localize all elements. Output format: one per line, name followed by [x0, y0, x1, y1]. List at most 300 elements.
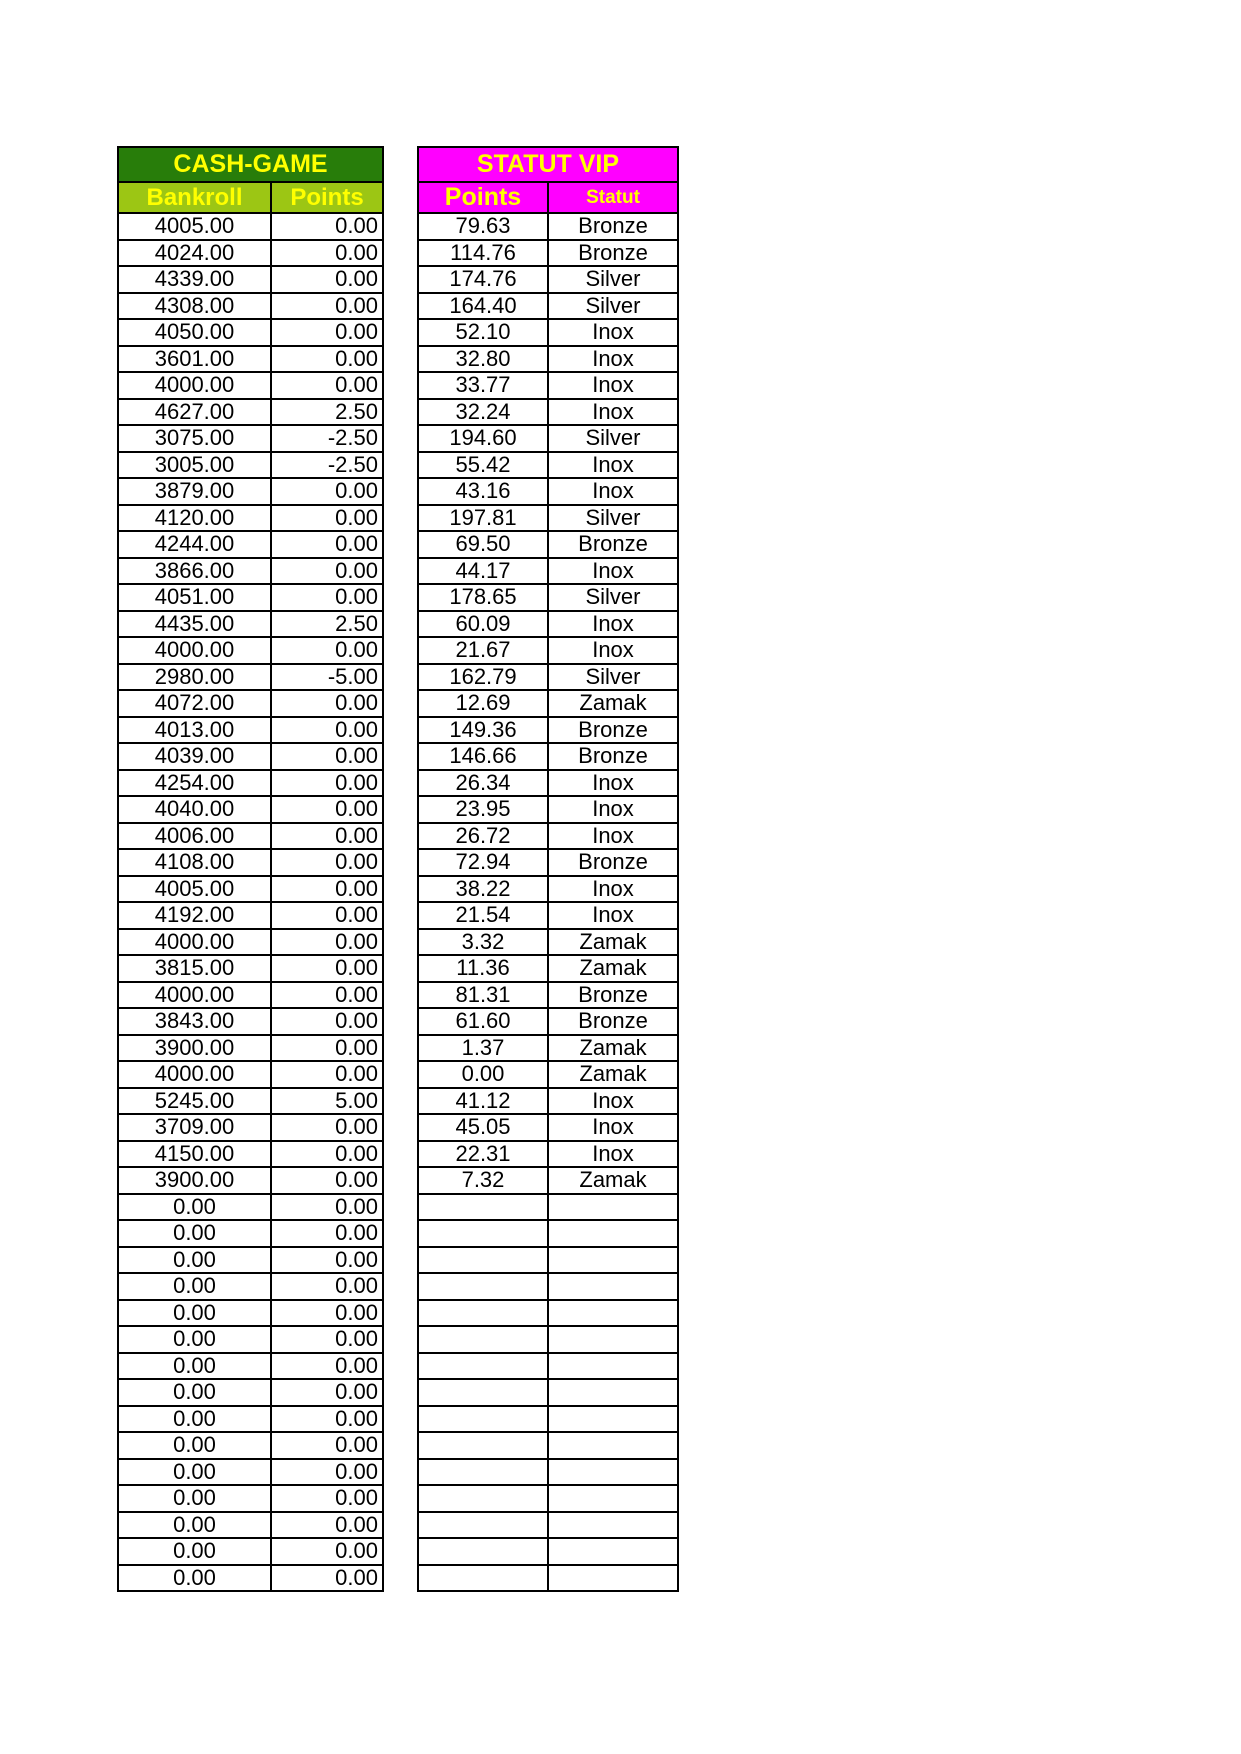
bankroll-cell: 3075.00 [118, 425, 271, 452]
bankroll-cell: 2980.00 [118, 664, 271, 691]
bankroll-cell: 4435.00 [118, 611, 271, 638]
table-row [418, 1565, 678, 1592]
bankroll-cell: 0.00 [118, 1247, 271, 1274]
points-cell: 0.00 [271, 1538, 383, 1565]
points-cell: 0.00 [271, 717, 383, 744]
vip-points-cell [418, 1512, 548, 1539]
vip-points-cell [418, 1273, 548, 1300]
table-row [118, 690, 383, 717]
points-cell: 0.00 [271, 690, 383, 717]
vip-points-cell: 41.12 [418, 1088, 548, 1115]
vip-points-cell [418, 1326, 548, 1353]
bankroll-cell: 3866.00 [118, 558, 271, 585]
table-row [118, 717, 383, 744]
bankroll-cell: 4039.00 [118, 743, 271, 770]
vip-statut-cell [548, 1247, 678, 1274]
points-cell: -2.50 [271, 452, 383, 479]
points-cell: 0.00 [271, 876, 383, 903]
table-row [418, 372, 678, 399]
bankroll-cell: 4244.00 [118, 531, 271, 558]
table-row [118, 1326, 383, 1353]
table-row [418, 558, 678, 585]
table-row [118, 1167, 383, 1194]
points-cell: 0.00 [271, 929, 383, 956]
bankroll-cell: 3815.00 [118, 955, 271, 982]
vip-points-cell: 23.95 [418, 796, 548, 823]
table-row [118, 1538, 383, 1565]
table-row [418, 1247, 678, 1274]
points-cell: 0.00 [271, 1008, 383, 1035]
bankroll-cell: 0.00 [118, 1326, 271, 1353]
vip-points-cell: 114.76 [418, 240, 548, 267]
table-row [418, 1061, 678, 1088]
table-row [418, 293, 678, 320]
bankroll-cell: 4005.00 [118, 213, 271, 240]
vip-statut-cell [548, 1459, 678, 1486]
points-cell: 0.00 [271, 770, 383, 797]
table-row [418, 1300, 678, 1327]
points-cell: 0.00 [271, 319, 383, 346]
points-cell: 0.00 [271, 849, 383, 876]
points-cell: 0.00 [271, 240, 383, 267]
points-cell: 0.00 [271, 1459, 383, 1486]
table-row [118, 611, 383, 638]
table-row [118, 1512, 383, 1539]
table-row [418, 1035, 678, 1062]
vip-points-cell: 146.66 [418, 743, 548, 770]
table-row [418, 1167, 678, 1194]
table-row [418, 664, 678, 691]
bankroll-cell: 4000.00 [118, 372, 271, 399]
table-row [418, 505, 678, 532]
table-row [118, 1220, 383, 1247]
table-row [118, 372, 383, 399]
bankroll-cell: 3879.00 [118, 478, 271, 505]
vip-points-cell: 55.42 [418, 452, 548, 479]
vip-statut-cell: Inox [548, 346, 678, 373]
statut-vip-header-points: Points [418, 182, 548, 213]
table-row [118, 452, 383, 479]
points-cell: 5.00 [271, 1088, 383, 1115]
points-cell: 0.00 [271, 1220, 383, 1247]
table-row [118, 240, 383, 267]
vip-points-cell [418, 1485, 548, 1512]
bankroll-cell: 0.00 [118, 1512, 271, 1539]
table-row [118, 531, 383, 558]
points-cell: 0.00 [271, 1141, 383, 1168]
cash-game-title-row [118, 147, 383, 182]
table-row [418, 717, 678, 744]
bankroll-cell: 4072.00 [118, 690, 271, 717]
table-row [118, 929, 383, 956]
table-row [118, 584, 383, 611]
bankroll-cell: 4108.00 [118, 849, 271, 876]
points-cell: -2.50 [271, 425, 383, 452]
bankroll-cell: 0.00 [118, 1300, 271, 1327]
vip-statut-cell: Silver [548, 505, 678, 532]
vip-points-cell [418, 1406, 548, 1433]
bankroll-cell: 4254.00 [118, 770, 271, 797]
vip-points-cell: 0.00 [418, 1061, 548, 1088]
vip-statut-cell: Inox [548, 902, 678, 929]
vip-points-cell: 26.72 [418, 823, 548, 850]
points-cell: 0.00 [271, 1565, 383, 1592]
points-cell: 0.00 [271, 982, 383, 1009]
points-cell: 2.50 [271, 399, 383, 426]
vip-points-cell: 45.05 [418, 1114, 548, 1141]
vip-statut-cell: Inox [548, 796, 678, 823]
table-row [118, 558, 383, 585]
points-cell: 0.00 [271, 1273, 383, 1300]
vip-statut-cell: Inox [548, 1114, 678, 1141]
statut-vip-header-row [418, 182, 678, 213]
table-row [418, 346, 678, 373]
points-cell: 0.00 [271, 505, 383, 532]
table-row [118, 796, 383, 823]
bankroll-cell: 4120.00 [118, 505, 271, 532]
vip-statut-cell: Zamak [548, 1167, 678, 1194]
table-row [418, 690, 678, 717]
bankroll-cell: 0.00 [118, 1485, 271, 1512]
table-row [118, 399, 383, 426]
cash-game-header-row [118, 182, 383, 213]
vip-points-cell [418, 1565, 548, 1592]
table-row [418, 1273, 678, 1300]
vip-statut-cell [548, 1406, 678, 1433]
table-row [118, 770, 383, 797]
vip-statut-cell: Zamak [548, 1061, 678, 1088]
vip-statut-cell: Bronze [548, 1008, 678, 1035]
table-row [418, 1008, 678, 1035]
points-cell: 0.00 [271, 1035, 383, 1062]
table-row [118, 849, 383, 876]
vip-statut-cell: Inox [548, 372, 678, 399]
vip-points-cell [418, 1194, 548, 1221]
bankroll-cell: 0.00 [118, 1459, 271, 1486]
cash-game-title: CASH-GAME [118, 147, 383, 182]
statut-vip-header-statut: Statut [548, 182, 678, 213]
vip-points-cell: 3.32 [418, 929, 548, 956]
vip-points-cell: 12.69 [418, 690, 548, 717]
bankroll-cell: 4150.00 [118, 1141, 271, 1168]
points-cell: 0.00 [271, 1406, 383, 1433]
table-row [418, 213, 678, 240]
bankroll-cell: 0.00 [118, 1432, 271, 1459]
vip-statut-cell: Bronze [548, 240, 678, 267]
table-row [118, 425, 383, 452]
vip-statut-cell [548, 1220, 678, 1247]
vip-points-cell: 26.34 [418, 770, 548, 797]
vip-statut-cell: Bronze [548, 531, 678, 558]
table-row [118, 1300, 383, 1327]
vip-statut-cell [548, 1485, 678, 1512]
table-row [418, 743, 678, 770]
vip-points-cell: 7.32 [418, 1167, 548, 1194]
bankroll-cell: 4051.00 [118, 584, 271, 611]
points-cell: 0.00 [271, 796, 383, 823]
points-cell: 0.00 [271, 1379, 383, 1406]
vip-points-cell: 60.09 [418, 611, 548, 638]
points-cell: 0.00 [271, 1353, 383, 1380]
bankroll-cell: 3900.00 [118, 1167, 271, 1194]
bankroll-cell: 0.00 [118, 1220, 271, 1247]
table-row [118, 743, 383, 770]
table-row [418, 531, 678, 558]
cash-game-header-points: Points [271, 182, 383, 213]
vip-points-cell [418, 1247, 548, 1274]
vip-points-cell: 61.60 [418, 1008, 548, 1035]
vip-statut-cell: Bronze [548, 982, 678, 1009]
table-row [118, 1141, 383, 1168]
vip-statut-cell [548, 1353, 678, 1380]
table-row [418, 796, 678, 823]
table-row [418, 478, 678, 505]
table-row [118, 213, 383, 240]
vip-statut-cell: Silver [548, 664, 678, 691]
table-row [418, 319, 678, 346]
vip-points-cell: 11.36 [418, 955, 548, 982]
points-cell: 0.00 [271, 478, 383, 505]
table-row [418, 1326, 678, 1353]
table-row [418, 770, 678, 797]
table-row [118, 1485, 383, 1512]
bankroll-cell: 3709.00 [118, 1114, 271, 1141]
table-row [118, 1008, 383, 1035]
points-cell: 0.00 [271, 346, 383, 373]
vip-points-cell: 174.76 [418, 266, 548, 293]
bankroll-cell: 4024.00 [118, 240, 271, 267]
points-cell: 0.00 [271, 955, 383, 982]
vip-statut-cell: Bronze [548, 849, 678, 876]
vip-points-cell: 43.16 [418, 478, 548, 505]
table-row [418, 1114, 678, 1141]
vip-statut-cell: Inox [548, 399, 678, 426]
table-row [118, 1565, 383, 1592]
vip-points-cell: 21.67 [418, 637, 548, 664]
vip-statut-cell: Inox [548, 478, 678, 505]
vip-points-cell: 52.10 [418, 319, 548, 346]
vip-points-cell [418, 1459, 548, 1486]
vip-statut-cell: Zamak [548, 1035, 678, 1062]
table-row [418, 929, 678, 956]
points-cell: 0.00 [271, 1485, 383, 1512]
table-row [418, 399, 678, 426]
table-row [418, 584, 678, 611]
bankroll-cell: 4000.00 [118, 929, 271, 956]
bankroll-cell: 0.00 [118, 1406, 271, 1433]
vip-statut-cell: Bronze [548, 743, 678, 770]
vip-points-cell: 22.31 [418, 1141, 548, 1168]
vip-statut-cell [548, 1326, 678, 1353]
bankroll-cell: 0.00 [118, 1565, 271, 1592]
vip-statut-cell: Inox [548, 1088, 678, 1115]
points-cell: 2.50 [271, 611, 383, 638]
table-row [418, 1512, 678, 1539]
table-row [418, 1459, 678, 1486]
points-cell: 0.00 [271, 637, 383, 664]
vip-statut-cell [548, 1538, 678, 1565]
table-row [118, 823, 383, 850]
bankroll-cell: 4000.00 [118, 982, 271, 1009]
vip-statut-cell: Inox [548, 319, 678, 346]
table-row [118, 1273, 383, 1300]
table-row [418, 849, 678, 876]
table-row [118, 1406, 383, 1433]
table-row [418, 1353, 678, 1380]
statut-vip-title: STATUT VIP [418, 147, 678, 182]
bankroll-cell: 4627.00 [118, 399, 271, 426]
table-row [418, 902, 678, 929]
bankroll-cell: 0.00 [118, 1353, 271, 1380]
statut-vip-table [417, 146, 679, 1592]
vip-points-cell [418, 1538, 548, 1565]
points-cell: 0.00 [271, 558, 383, 585]
table-row [118, 1353, 383, 1380]
points-cell: 0.00 [271, 372, 383, 399]
bankroll-cell: 3005.00 [118, 452, 271, 479]
table-row [418, 240, 678, 267]
points-cell: 0.00 [271, 531, 383, 558]
vip-points-cell: 72.94 [418, 849, 548, 876]
table-row [118, 1035, 383, 1062]
table-row [418, 425, 678, 452]
points-cell: 0.00 [271, 902, 383, 929]
points-cell: 0.00 [271, 584, 383, 611]
points-cell: 0.00 [271, 1300, 383, 1327]
table-row [418, 1088, 678, 1115]
bankroll-cell: 3843.00 [118, 1008, 271, 1035]
table-row [418, 1379, 678, 1406]
table-row [418, 1220, 678, 1247]
table-row [118, 478, 383, 505]
vip-points-cell: 81.31 [418, 982, 548, 1009]
vip-statut-cell [548, 1565, 678, 1592]
table-row [118, 1114, 383, 1141]
vip-statut-cell: Inox [548, 876, 678, 903]
vip-statut-cell [548, 1512, 678, 1539]
table-row [418, 955, 678, 982]
table-row [118, 637, 383, 664]
table-row [418, 1485, 678, 1512]
table-row [118, 1379, 383, 1406]
points-cell: 0.00 [271, 1061, 383, 1088]
vip-statut-cell: Silver [548, 266, 678, 293]
bankroll-cell: 4339.00 [118, 266, 271, 293]
points-cell: 0.00 [271, 293, 383, 320]
vip-statut-cell: Bronze [548, 717, 678, 744]
points-cell: 0.00 [271, 1194, 383, 1221]
table-row [118, 1194, 383, 1221]
bankroll-cell: 4000.00 [118, 637, 271, 664]
bankroll-cell: 3900.00 [118, 1035, 271, 1062]
vip-statut-cell: Zamak [548, 955, 678, 982]
vip-statut-cell: Inox [548, 770, 678, 797]
points-cell: 0.00 [271, 213, 383, 240]
bankroll-cell: 0.00 [118, 1273, 271, 1300]
bankroll-cell: 4005.00 [118, 876, 271, 903]
vip-points-cell [418, 1220, 548, 1247]
table-row [118, 902, 383, 929]
table-row [118, 664, 383, 691]
vip-points-cell: 69.50 [418, 531, 548, 558]
table-row [118, 346, 383, 373]
points-cell: 0.00 [271, 1432, 383, 1459]
table-row [118, 1061, 383, 1088]
bankroll-cell: 0.00 [118, 1538, 271, 1565]
vip-statut-cell: Inox [548, 637, 678, 664]
vip-points-cell [418, 1353, 548, 1380]
bankroll-cell: 4013.00 [118, 717, 271, 744]
vip-points-cell: 32.80 [418, 346, 548, 373]
table-row [418, 1432, 678, 1459]
points-cell: 0.00 [271, 1512, 383, 1539]
table-row [418, 1406, 678, 1433]
vip-points-cell: 149.36 [418, 717, 548, 744]
table-row [118, 876, 383, 903]
points-cell: 0.00 [271, 1167, 383, 1194]
vip-points-cell [418, 1379, 548, 1406]
table-row [118, 293, 383, 320]
cash-game-header-bankroll: Bankroll [118, 182, 271, 213]
vip-statut-cell [548, 1300, 678, 1327]
table-row [418, 823, 678, 850]
table-row [118, 1459, 383, 1486]
bankroll-cell: 4000.00 [118, 1061, 271, 1088]
points-cell: 0.00 [271, 1114, 383, 1141]
vip-statut-cell: Silver [548, 425, 678, 452]
vip-points-cell [418, 1300, 548, 1327]
vip-statut-cell: Bronze [548, 213, 678, 240]
bankroll-cell: 4040.00 [118, 796, 271, 823]
vip-points-cell: 1.37 [418, 1035, 548, 1062]
table-row [118, 319, 383, 346]
statut-vip-title-row [418, 147, 678, 182]
vip-statut-cell [548, 1194, 678, 1221]
vip-points-cell: 162.79 [418, 664, 548, 691]
bankroll-cell: 0.00 [118, 1194, 271, 1221]
table-row [118, 955, 383, 982]
vip-points-cell: 79.63 [418, 213, 548, 240]
vip-points-cell: 21.54 [418, 902, 548, 929]
table-row [418, 1194, 678, 1221]
table-row [118, 1247, 383, 1274]
vip-statut-cell: Zamak [548, 929, 678, 956]
vip-points-cell [418, 1432, 548, 1459]
vip-statut-cell: Inox [548, 1141, 678, 1168]
vip-points-cell: 194.60 [418, 425, 548, 452]
vip-statut-cell [548, 1432, 678, 1459]
table-row [418, 982, 678, 1009]
vip-statut-cell [548, 1379, 678, 1406]
table-row [418, 1538, 678, 1565]
vip-points-cell: 32.24 [418, 399, 548, 426]
table-row [418, 876, 678, 903]
vip-points-cell: 44.17 [418, 558, 548, 585]
bankroll-cell: 4050.00 [118, 319, 271, 346]
table-row [118, 1088, 383, 1115]
bankroll-cell: 0.00 [118, 1379, 271, 1406]
table-row [418, 611, 678, 638]
points-cell: -5.00 [271, 664, 383, 691]
points-cell: 0.00 [271, 1247, 383, 1274]
bankroll-cell: 4308.00 [118, 293, 271, 320]
points-cell: 0.00 [271, 266, 383, 293]
table-row [118, 505, 383, 532]
vip-statut-cell: Silver [548, 293, 678, 320]
table-row [418, 452, 678, 479]
table-row [418, 266, 678, 293]
bankroll-cell: 4006.00 [118, 823, 271, 850]
